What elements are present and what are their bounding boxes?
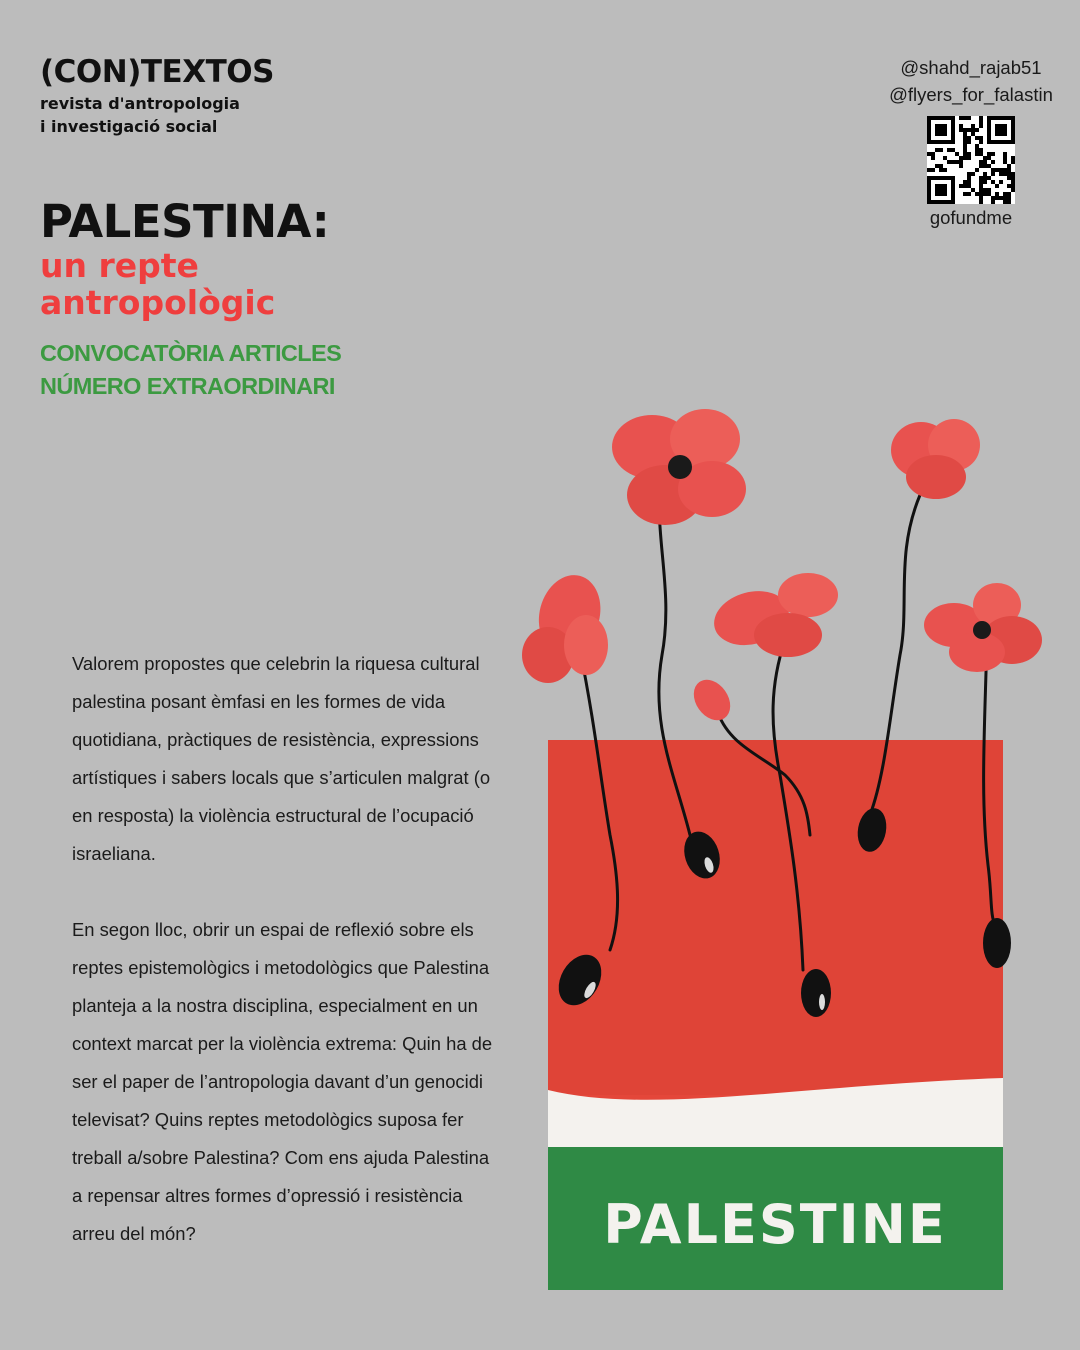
body-paragraph-1: Valorem propostes que celebrin la riquesa cultural palestina posant èmfasi en les formes de vida quotidiana, pràctiques de resistència, expressions artístiques i sabers locals que s’articulen malgrat (o en resposta) la violència estructural de l’ocupació israeliana. bbox=[72, 653, 491, 864]
social-block bbox=[886, 54, 1056, 230]
magazine-subtitle-line1: revista d'antropologia bbox=[40, 94, 240, 113]
page-subtitle bbox=[40, 247, 275, 321]
social-handle-2[interactable]: @flyers_for_falastin bbox=[889, 84, 1053, 105]
page-title: PALESTINA: bbox=[40, 195, 330, 248]
watermelon-poppy-artwork bbox=[500, 395, 1060, 1300]
watermelon-slice bbox=[548, 740, 1003, 1290]
call-line1: CONVOCATÒRIA ARTICLES bbox=[40, 340, 342, 366]
call-for-articles bbox=[40, 337, 341, 403]
magazine-subtitle-line2: i investigació social bbox=[40, 117, 218, 136]
poppy-flowers bbox=[522, 409, 1042, 727]
call-line2: NÚMERO EXTRAORDINARI bbox=[40, 373, 335, 399]
body-paragraph-2: En segon lloc, obrir un espai de reflexió sobre els reptes epistemològics i metodològics que Palestina planteja a la nostra disciplina, especialment en un context marcat per la violència extrema: Quin ha de ser el paper de l’antropologia davant d’un genocidi televisat? Quins reptes metodològics suposa fer treball a/sobre Palestina? Com ens ajuda Palestina a repensar altres formes d’opressió i resistència arreu del món? bbox=[72, 919, 493, 1244]
palestine-label: PALESTINE bbox=[603, 1193, 947, 1256]
qr-caption: gofundme bbox=[929, 207, 1013, 228]
body-text bbox=[72, 645, 497, 1253]
social-handle-1[interactable]: @shahd_rajab51 bbox=[900, 57, 1042, 78]
qr-code-icon[interactable] bbox=[927, 116, 1015, 204]
magazine-brand bbox=[40, 52, 274, 138]
magazine-logo: (CON)TEXTOS bbox=[40, 54, 274, 90]
page-subtitle-line2: antropològic bbox=[40, 283, 276, 322]
page-subtitle-line1: un repte bbox=[40, 246, 199, 285]
